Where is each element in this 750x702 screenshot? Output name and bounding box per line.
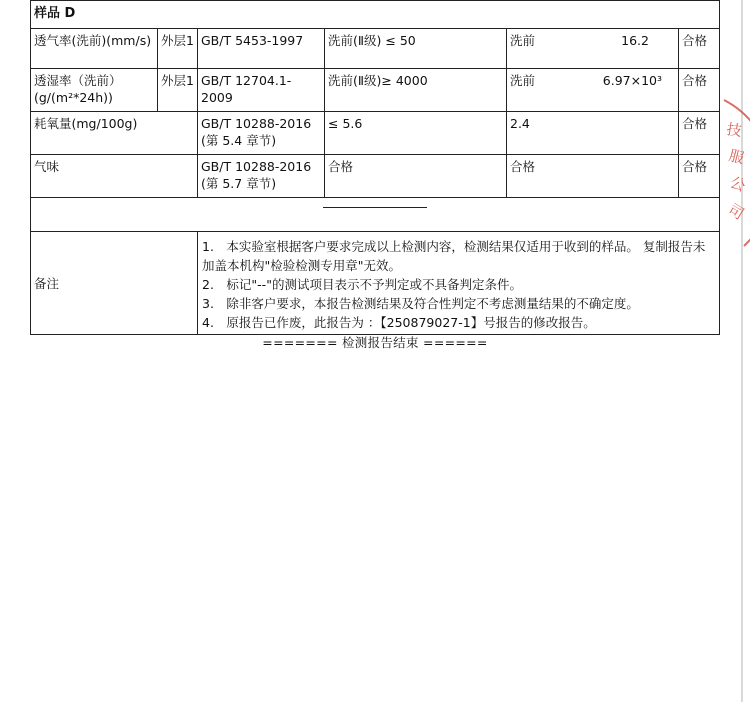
remark-note: 1. 本实验室根据客户要求完成以上检测内容，检测结果仅适用于收到的样品。 复制报告未加盖本机构"检验检测专用章"无效。 (202, 239, 706, 273)
test-standard (198, 155, 325, 198)
test-standard (198, 112, 325, 155)
test-result: 2.4 (507, 112, 679, 155)
standard-section: (第 5.4 章节) (201, 133, 277, 148)
test-judgement: 合格 (679, 29, 720, 69)
table-row-separator (31, 198, 720, 232)
remarks-label: 备注 (31, 232, 198, 335)
table-row (31, 69, 720, 112)
test-judgement: 合格 (679, 155, 720, 198)
test-standard: GB/T 5453-1997 (198, 29, 325, 69)
test-result (507, 69, 679, 112)
sample-title: 样品 D (31, 1, 720, 29)
table-row (31, 29, 720, 69)
standard-code: GB/T 10288-2016 (201, 159, 312, 174)
test-result (507, 29, 679, 69)
standard-section: (第 5.7 章节) (201, 176, 277, 191)
test-item: 透湿率（洗前）(g/(m²*24h)) (31, 69, 158, 112)
table-row (31, 112, 720, 155)
table-row-sample-title (31, 1, 720, 29)
standard-code: GB/T 10288-2016 (201, 116, 312, 131)
test-standard: GB/T 12704.1-2009 (198, 69, 325, 112)
result-value: 6.97×10³ (602, 73, 662, 88)
separator-line (323, 207, 427, 208)
remark-note: 2. 标记"--"的测试项目表示不予判定或不具备判定条件。 (202, 277, 522, 292)
company-seal-stamp (716, 98, 750, 248)
result-label: 洗前 (510, 33, 536, 48)
test-judgement: 合格 (679, 112, 720, 155)
test-judgement: 合格 (679, 69, 720, 112)
test-requirement: 洗前(Ⅱ级) ≤ 50 (325, 29, 507, 69)
remark-note: 3. 除非客户要求，本报告检测结果及符合性判定不考虑测量结果的不确定度。 (202, 296, 639, 311)
sample-results-table (30, 0, 720, 335)
test-requirement: 洗前(Ⅱ级)≥ 4000 (325, 69, 507, 112)
report-end-marker: ======= 检测报告结束 ====== (262, 335, 488, 350)
stamp-char: 司 (724, 200, 748, 224)
result-value: 16.2 (621, 33, 649, 48)
stamp-char: 技 (725, 120, 743, 141)
test-item: 耗氧量(mg/100g) (31, 112, 198, 155)
table-row-remarks (31, 232, 720, 335)
test-part: 外层1 (158, 69, 198, 112)
result-label: 洗前 (510, 73, 536, 88)
table-row (31, 155, 720, 198)
remarks-notes (198, 232, 720, 335)
test-requirement: ≤ 5.6 (325, 112, 507, 155)
remark-note: 4. 原报告已作废，此报告为 ：【250879027-1】号报告的修改报告。 (202, 315, 596, 330)
test-part: 外层1 (158, 29, 198, 69)
separator-cell (31, 198, 720, 232)
stamp-char: 公 (727, 173, 749, 196)
test-item: 气味 (31, 155, 198, 198)
test-result: 合格 (507, 155, 679, 198)
test-requirement: 合格 (325, 155, 507, 198)
test-item: 透气率(洗前)(mm/s) (31, 29, 158, 69)
stamp-char: 服 (727, 146, 746, 168)
